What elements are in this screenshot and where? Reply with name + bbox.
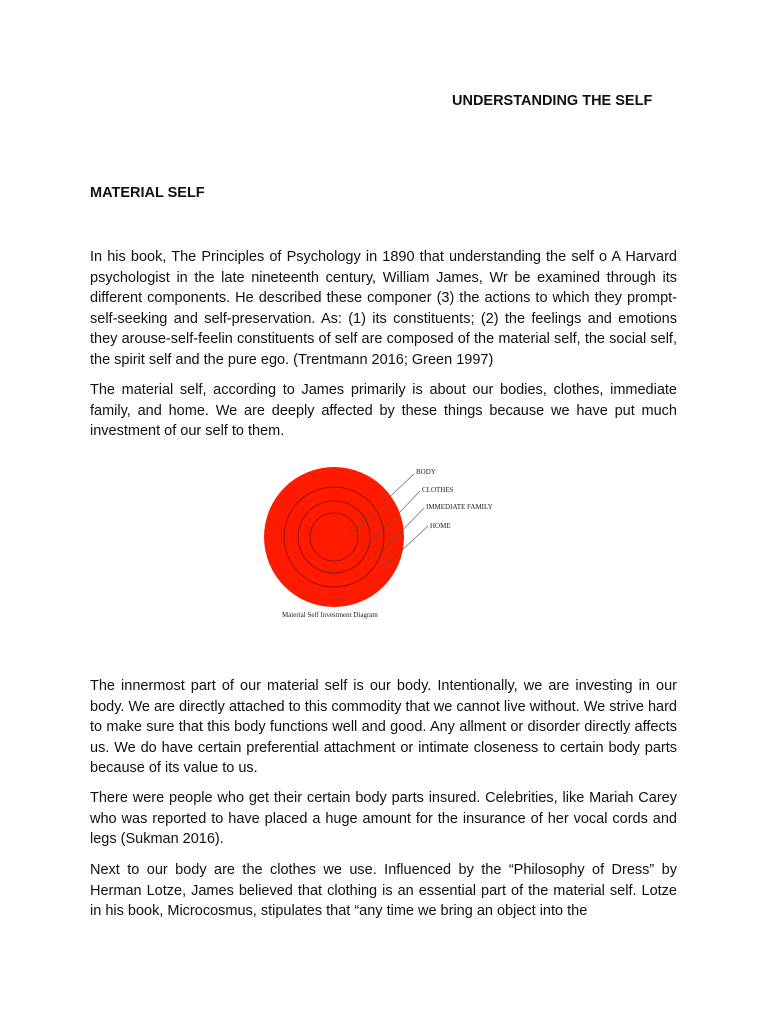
section-heading: MATERIAL SELF [90,185,205,201]
label-home: HOME [430,522,451,530]
material-self-diagram [252,460,510,625]
paragraph: The material self, according to James primarily is about our bodies, clothes, immediate family, and home. We are deeply affected by these things because we have put much investment of our self to them. [90,382,677,439]
paragraph: In his book, The Principles of Psychology in 1890 that understanding the self o A Harvard psychologist in the late nineteenth century, William James, Wr be examined through its different components. He described these componer (3) the actions to which they prompt-self-seeking and self-preservation. As: (1) its constituents; (2) the feelings and emotions they arouse-self-feelin constituents of self are composed of the material self, the social self, the spirit self and the pure ego. (Trentmann 2016; Green 1997) [90,249,677,368]
diagram-svg [252,460,510,625]
paragraph: The innermost part of our material self is our body. Intentionally, we are investing in our body. We are directly attached to this commodity that we cannot live without. We strive hard to make sure that this body functions well and good. Any allment or disorder directly affects us. We do have certain preferential attachment or intimate closeness to certain body parts because of its value to us. [90,678,677,776]
home-circle [264,467,404,607]
document-title: UNDERSTANDING THE SELF [452,93,653,109]
paragraph: There were people who get their certain body parts insured. Celebrities, like Mariah Carey who was reported to have placed a huge amount for the insurance of her vocal cords and legs (Sukman 2016). [90,790,677,847]
label-body: BODY [416,468,436,476]
label-immediate-family: IMMEDIATE FAMILY [426,503,493,511]
paragraph: Next to our body are the clothes we use. Influenced by the “Philosophy of Dress” by Herman Lotze, James believed that clothing is an essential part of the material self. Lotze in his book, Microcosmus, stipulates that “any time we bring an object into the [90,862,677,919]
diagram-caption: Material Self Investment Diagram [282,611,378,619]
label-clothes: CLOTHES [422,486,454,494]
